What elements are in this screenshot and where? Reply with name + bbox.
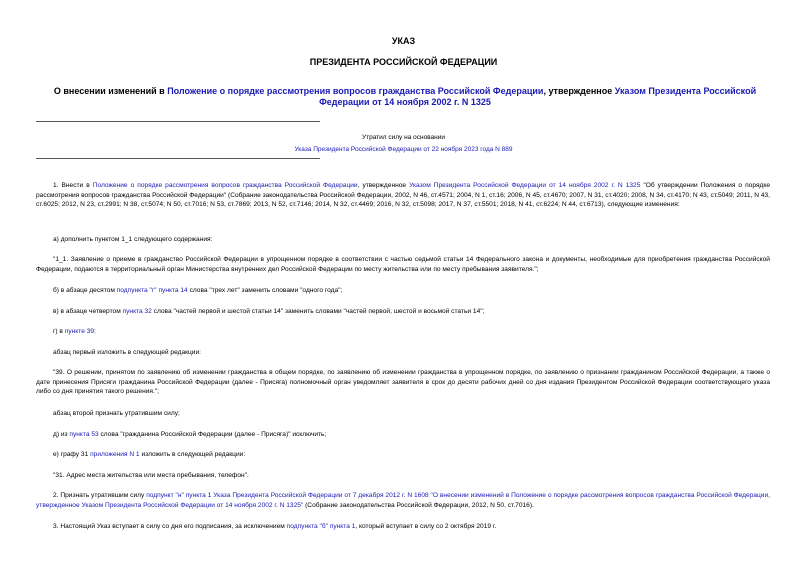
pv-link[interactable]: пункта 32 (122, 308, 152, 315)
decree-issuer: ПРЕЗИДЕНТА РОССИЙСКОЙ ФЕДЕРАЦИИ (309, 57, 498, 67)
divider-bottom (36, 158, 320, 159)
document-title (50, 86, 760, 108)
lost-force-note: Утратил силу на основании (361, 134, 446, 141)
paragraph-a: а) дополнить пунктом 1_1 следующего содержания: (53, 236, 213, 243)
decree-heading: УКАЗ (391, 36, 416, 46)
pd-link[interactable]: пункта 53 (69, 431, 99, 438)
paragraph-b: б) в абзаце десятом подпункта "г" пункта 14 слова "трех лет" заменить словами "одного года"; (53, 287, 343, 294)
quote-39: "39. О решении, принятом по заявлению об изменении гражданства в общем порядке, по заявлению об изменении гражданства в упрощенном порядке, по заявлению о признании гражданином Российской Федерации, а также о дате принесения Присяги гражданина Российской Федерации (далее - Присяга) полномочный орган уведомляет заявителя в срок до десяти рабочих дней со дня издания Президентом Российской Федерации соответствующего указа либо со дня принятия такого решения."; (36, 369, 770, 396)
lost-force-link[interactable]: Указа Президента Российской Федерации от 22 ноября 2023 года N 889 (294, 146, 513, 153)
paragraph-1: 1. Внести в Положение о порядке рассмотрения вопросов гражданства Российской Федерации, утвержденное Указом Президента Российской Федерации от 14 ноября 2002 г. N 1325 "Об утверждении Положения о порядке рассмотрения вопросов гражданства Российской Федерации" (Собрание законодательства Российской Федерации, 2002, N 46, ст.4571; 2004, N 1, ст.16; 2006, N 45, ст.4670; 2007, N 31, ст.4020; 2008, N 34, ст.4170; N 43, ст.5049; 2011, N 43, ст.6025; 2012, N 23, ст.2991; N 38, ст.5074; N 50, ст.7016; N 53, ст.7869; 2013, N 52, ст.7146; 2014, N 32, ст.4469; 2016, N 32, ст.5098; 2017, N 37, ст.5501; 2018, N 41, ст.6224; N 44, ст.6713), следующие изменения: (36, 182, 770, 209)
paragraph-g: г) в пункте 39: (53, 328, 96, 335)
quote-1-1: "1_1. Заявление о приеме в гражданство Российской Федерации в упрощенном порядке в соответствии с частью седьмой статьи 14 Федерального закона и документы, необходимые для приобретения гражданства Российской Федерации, подаются в территориальный орган Министерства внутренних дел Российской Федерации по месту жительства или по месту пребывания заявителя."; (36, 256, 770, 273)
paragraph-g-2: абзац второй признать утратившим силу; (53, 410, 180, 417)
p3-link[interactable]: подпункта "б" пункта 1 (286, 523, 356, 530)
p1-decree-link[interactable]: Указом Президента Российской Федерации от 14 ноября 2002 г. N 1325 (409, 182, 641, 189)
divider-top (36, 121, 320, 122)
paragraph-d: д) из пункта 53 слова "гражданина Российской Федерации (далее - Присяга)" исключить; (53, 431, 327, 438)
pe-link[interactable]: приложения N 1 (90, 451, 140, 458)
title-mid: , утвержденное (543, 86, 615, 96)
paragraph-3: 3. Настоящий Указ вступает в силу со дня его подписания, за исключением подпункта "б" пункта 1, который вступает в силу со 2 октября 2019 г. (53, 523, 497, 530)
pg-link[interactable]: пункте 39 (64, 328, 95, 335)
title-prefix: О внесении изменений в (53, 86, 168, 96)
paragraph-e: е) графу 31 приложения N 1 изложить в следующей редакции: (53, 451, 246, 458)
paragraph-2: 2. Признать утратившим силу подпункт "н" пункта 1 Указа Президента Российской Федерации от 7 декабря 2012 г. N 1608 "О внесении изменений в Положение о порядке рассмотрения вопросов гражданства Российской Федерации, утвержденное Указом Президента Российской Федерации от 14 ноября 2002 г. N 1325" (Собрание законодательства Российской Федерации, 2012, N 50, ст.7016). (36, 492, 771, 509)
quote-31: "31. Адрес места жительства или места пребывания, телефон". (53, 472, 249, 479)
p2-link[interactable]: подпункт "н" пункта 1 Указа Президента Российской Федерации от 7 декабря 2012 г. N 1608 "О внесении изменений в Положение о порядке рассмотрения вопросов гражданства Российской Федерации, утвержденное Указом Президента Российской Федерации от 14 ноября 2002 г. N 1325" (36, 492, 771, 509)
pb-link[interactable]: подпункта "г" пункта 14 (116, 287, 188, 294)
paragraph-g-1: абзац первый изложить в следующей редакции: (53, 349, 201, 356)
p1-regulation-link[interactable]: Положение о порядке рассмотрения вопросов гражданства Российской Федерации (92, 182, 358, 189)
title-regulation-link[interactable]: Положение о порядке рассмотрения вопросов гражданства Российской Федерации (167, 86, 544, 96)
title-decree-link[interactable]: Указом Президента Российской Федерации от 14 ноября 2002 г. N 1325 (319, 86, 757, 107)
paragraph-v: в) в абзаце четвертом пункта 32 слова "частей первой и шестой статьи 14" заменить словами "частей первой, шестой и восьмой статьи 14"; (53, 308, 485, 315)
